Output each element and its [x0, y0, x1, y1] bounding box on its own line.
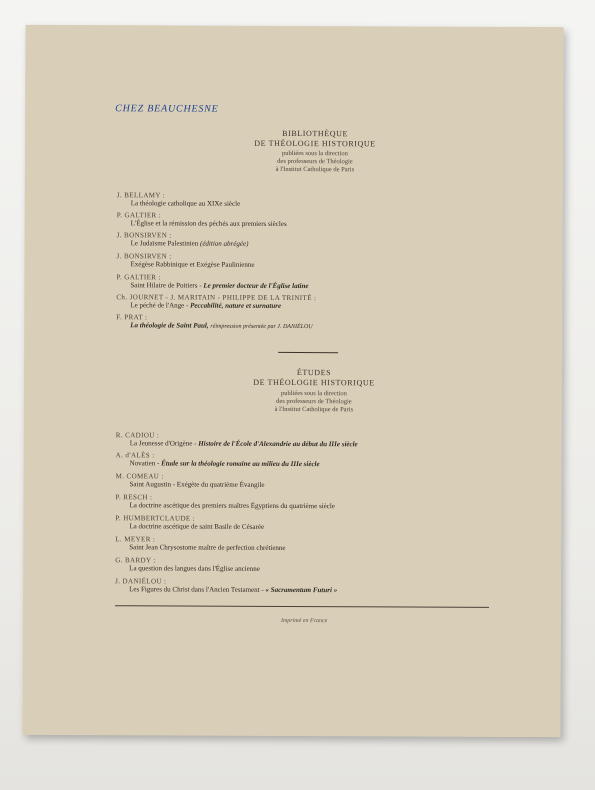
entry-title [130, 459, 320, 468]
entry-title [129, 543, 285, 552]
entry-title [130, 439, 358, 448]
entry-author: P. GALTIER : [116, 273, 161, 282]
entry-author: P. RESCH : [115, 493, 153, 502]
entry-author: G. BARDY : [115, 556, 156, 565]
entry-author: P. GALTIER : [116, 211, 162, 220]
entry-note: Peccabilité, nature et surnature [190, 301, 282, 310]
entry-author: L. MEYER : [115, 535, 156, 544]
entry-title [129, 585, 337, 594]
entry-title [129, 501, 334, 510]
entry-author: J. BONSIRVEN : [116, 252, 172, 261]
section1-subtitle-line1: publiées sous la direction [282, 149, 348, 158]
entry-title-text: La théologie de Saint Paul, [130, 321, 209, 330]
section2-subtitle-line3: à l'Institut Catholique de Paris [274, 405, 354, 414]
entry-title-text: La question des langues dans l'Église ancienne [129, 564, 260, 573]
entry-title-text: Novatien - [129, 459, 160, 468]
entry-title-text: Saint Jean Chrysostome maître de perfection chrétienne [129, 543, 286, 552]
entry-note: Histoire de l'École d'Alexandrie au début du IIIe siècle [198, 439, 358, 449]
entry-title-text: Saint Hilaire de Poitiers - [130, 281, 202, 290]
section2-heading-line2: DE THÉOLOGIE HISTORIQUE [253, 377, 375, 388]
entry-title [131, 239, 249, 248]
entry-note: (édition abrégée) [199, 239, 249, 248]
entry-title-text: Le péché de l'Ange - [130, 301, 189, 310]
book-back-cover [22, 25, 563, 737]
entry-title-text: La Jeunesse d'Origène - [129, 439, 197, 448]
entry-title [130, 260, 254, 269]
section-divider [278, 352, 338, 353]
entry-title [129, 522, 264, 531]
entry-author: A. d'ALÈS : [115, 451, 155, 460]
entry-title [130, 301, 281, 310]
entry-author: Ch. JOURNET - J. MARITAIN - PHILIPPE DE LA TRINITÉ : [116, 293, 317, 303]
section1-subtitle-line2: des professeurs de Théologie [277, 157, 353, 166]
entry-note: « Sacramentum Futuri » [265, 585, 338, 595]
entry-title-text: Saint Augustin - Exégète du quatrième Évangile [129, 480, 265, 489]
entry-author: M. COMEAU : [115, 472, 164, 481]
footer-rule [115, 605, 489, 608]
entry-title-text: La doctrine ascétique des premiers maîtres Égyptiens du quatrième siècle [129, 501, 335, 511]
entry-title [130, 321, 312, 330]
publisher-name: CHEZ BEAUCHESNE [115, 103, 219, 115]
entry-author: J. BONSIRVEN : [116, 231, 172, 240]
entry-title-text: La doctrine ascétique de saint Basile de Césarée [129, 522, 265, 531]
entry-title [131, 219, 287, 228]
entry-title-text: La théologie catholique au XIXe siècle [130, 199, 241, 208]
entry-author: P. HUMBERTCLAUDE : [115, 514, 196, 523]
entry-note: Le premier docteur de l'Église latine [203, 281, 309, 291]
entry-author: J. DANIÉLOU : [115, 577, 167, 586]
section2-subtitle-line2: des professeurs de Théologie [276, 397, 352, 406]
imprint-note: Imprimé en France [280, 617, 328, 625]
entry-title-text: Le Judaïsme Palestinien [130, 239, 199, 248]
entry-title-text: Les Figures du Christ dans l'Ancien Testament - [129, 585, 264, 594]
section2-subtitle-line1: publiées sous la direction [280, 389, 347, 398]
entry-note: réimpression présentée par J. DANIÉLOU [210, 323, 313, 331]
entry-author: R. CADIOU : [115, 431, 160, 440]
section2-heading-line1: ÉTUDES [296, 368, 332, 378]
entry-author: F. PRAT : [116, 313, 148, 322]
section1-heading-line2: DE THÉOLOGIE HISTORIQUE [254, 138, 376, 149]
entry-title [130, 281, 308, 290]
entry-author: J. BELLAMY : [116, 191, 166, 200]
entry-title [129, 564, 260, 573]
entry-title [130, 480, 265, 489]
entry-title [131, 199, 240, 207]
entry-title-text: L'Église et la rémission des péchés aux premiers siècles [130, 219, 287, 228]
section1-heading-line1: BIBLIOTHÈQUE [282, 128, 349, 139]
section1-subtitle-line3: à l'Institut Catholique de Paris [275, 165, 355, 174]
entry-note: Étude sur la théologie romaine au milieu du IIIe siècle [161, 459, 320, 469]
entry-title-text: Exégèse Rabbinique et Exégèse Paulinienne [130, 260, 255, 269]
